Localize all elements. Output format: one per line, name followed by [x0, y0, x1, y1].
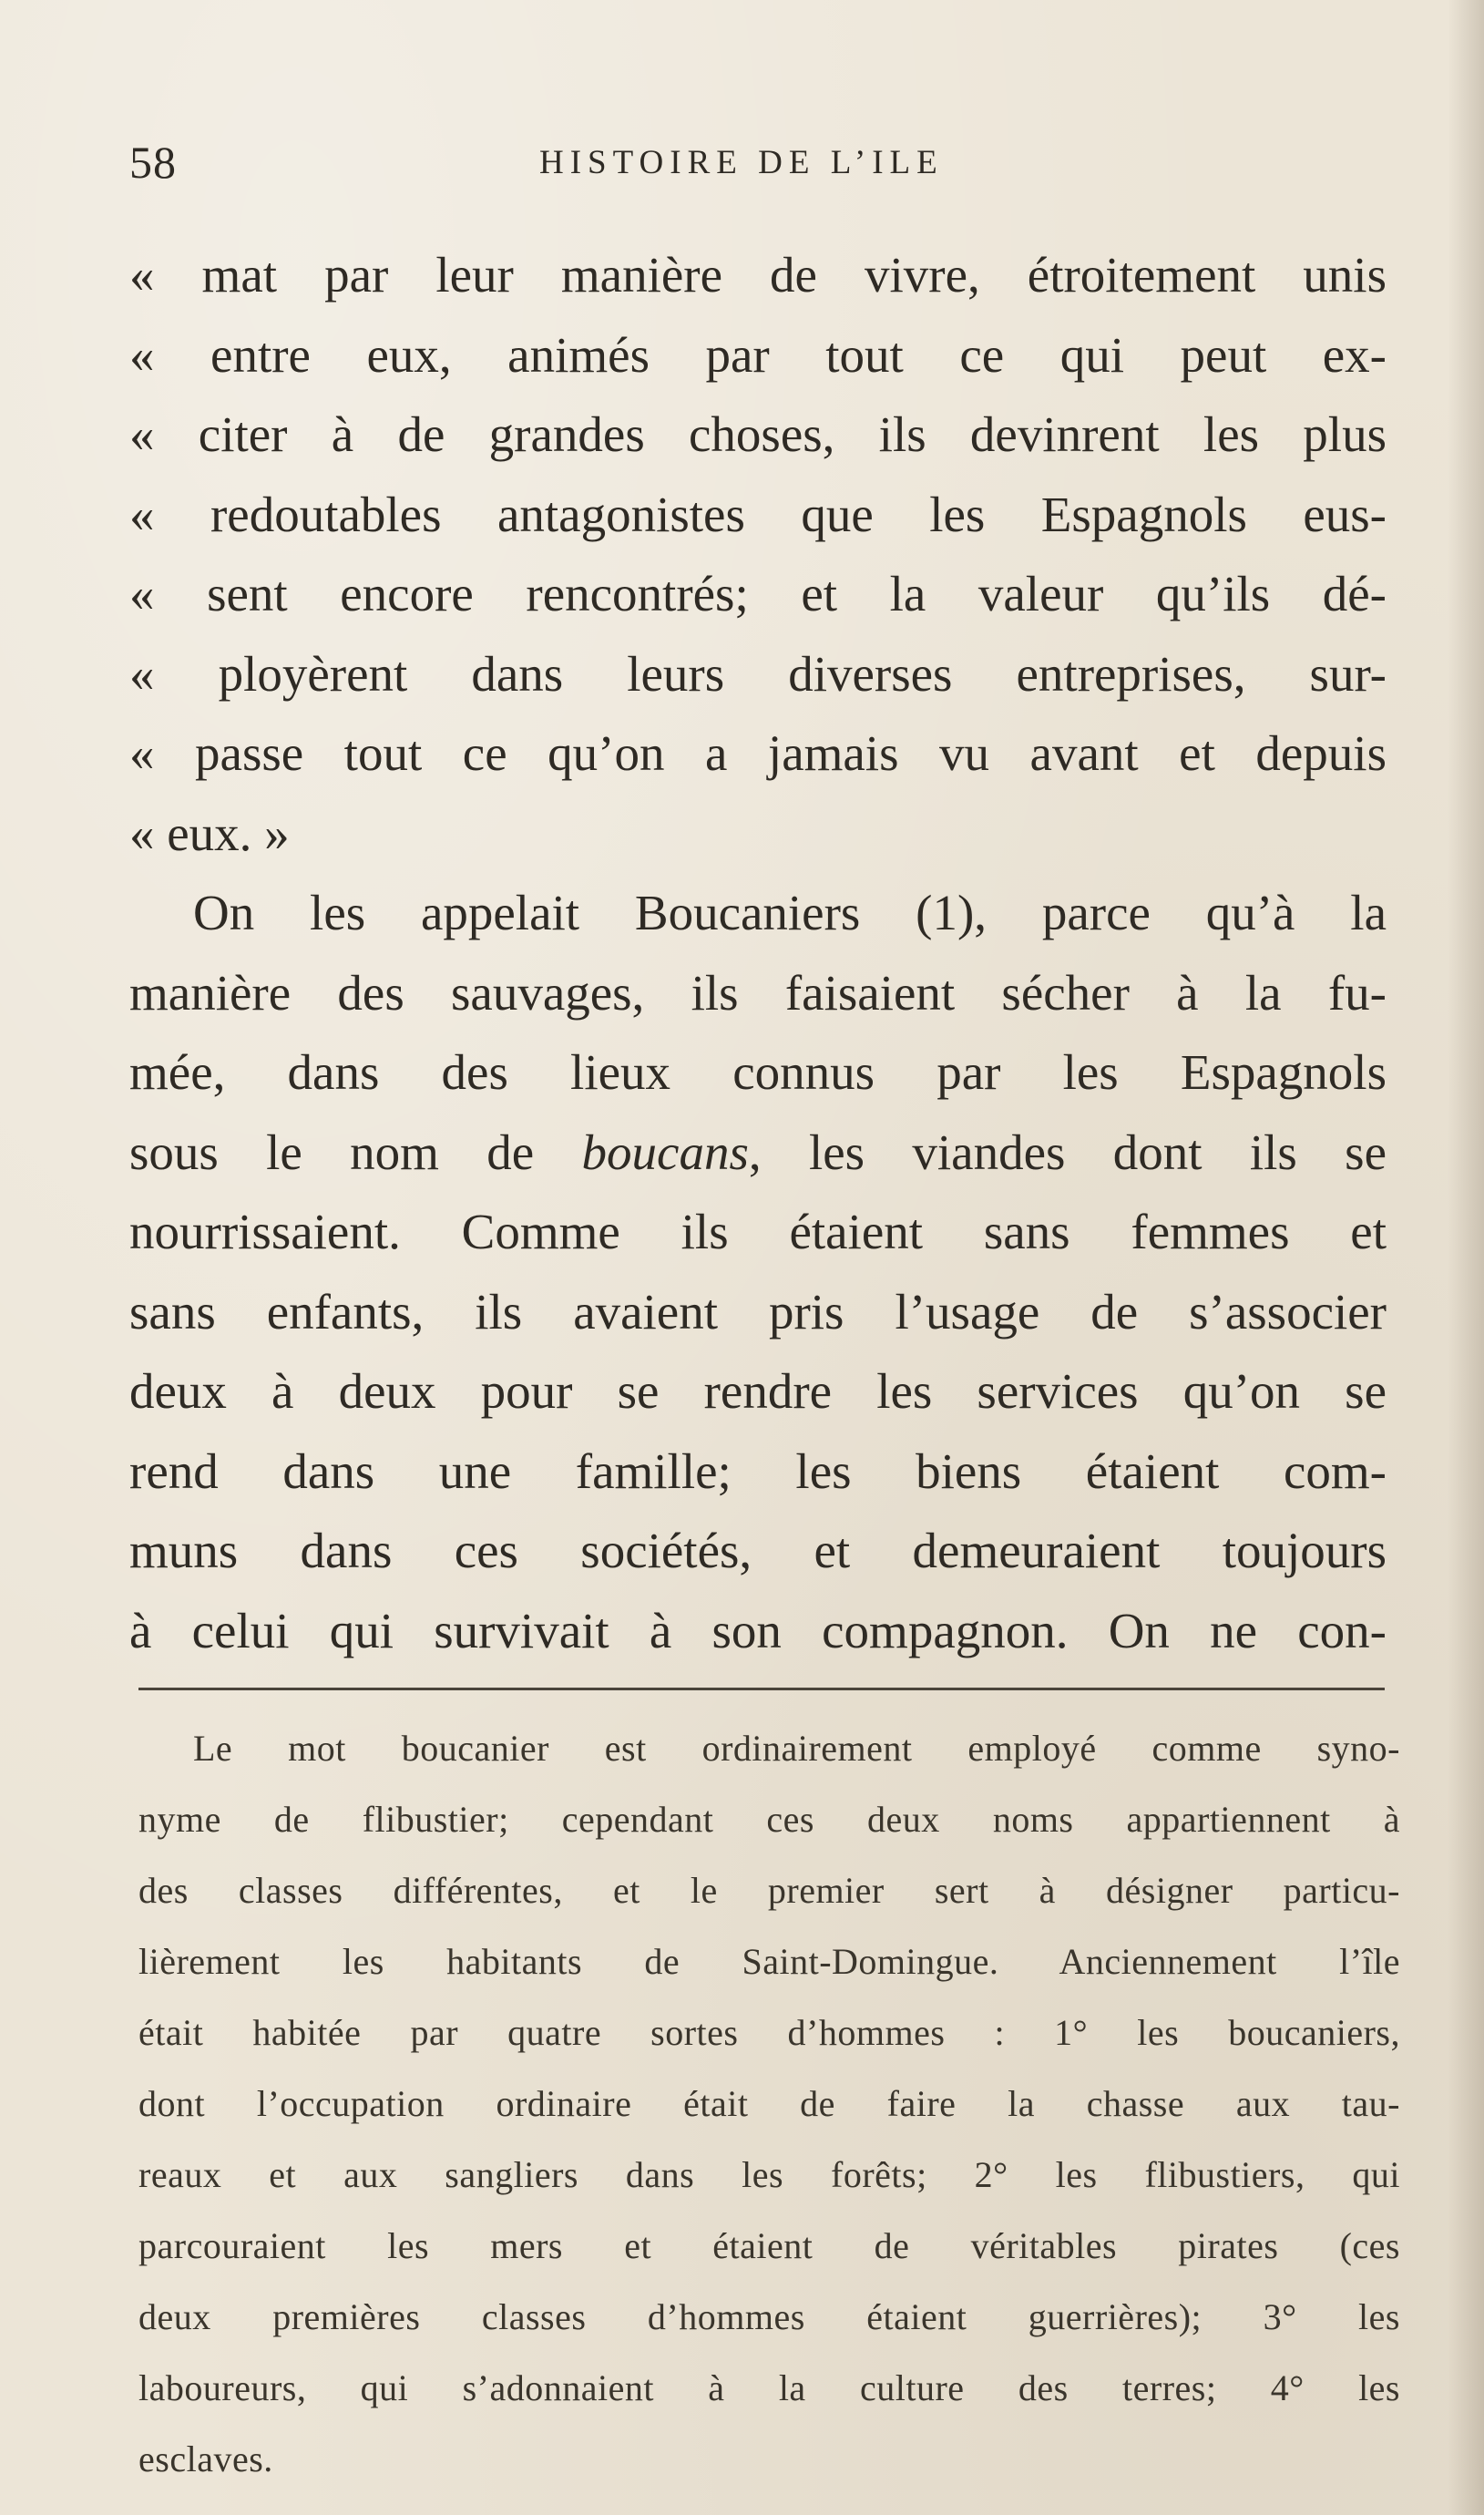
text-line: deux à deux pour se rendre les services qu’on se [129, 1363, 1387, 1419]
text-fragment: sous le nom de [129, 1124, 582, 1180]
text-line: « redoutables antagonistes que les Espagnols eus- [129, 486, 1387, 542]
text-line: « ployèrent dans leurs diverses entreprises, sur- [129, 645, 1387, 702]
text-line: à celui qui survivait à son compagnon. On ne con- [129, 1602, 1387, 1658]
main-text [129, 235, 1387, 1670]
footnote-line: esclaves. [138, 2438, 273, 2479]
text-line: rend dans une famille; les biens étaient com- [129, 1442, 1387, 1499]
footnote-line: des classes différentes, et le premier sert à désigner particu- [138, 1870, 1400, 1911]
text-line-with-italic [129, 1113, 1387, 1193]
text-line: mée, dans des lieux connus par les Espagnols [129, 1044, 1387, 1100]
text-line: sans enfants, ils avaient pris l’usage de s’associer [129, 1283, 1387, 1340]
page-edge-shadow [1448, 0, 1484, 2515]
text-line: manière des sauvages, ils faisaient sécher à la fu- [129, 964, 1387, 1021]
footnote-line: Le mot boucanier est ordinairement employé comme syno- [193, 1728, 1400, 1769]
text-fragment: , les viandes dont ils se [748, 1124, 1387, 1180]
text-line: « citer à de grandes choses, ils devinrent les plus [129, 406, 1387, 462]
footnote-line: laboureurs, qui s’adonnaient à la culture des terres; 4° les [138, 2367, 1400, 2408]
text-line: « mat par leur manière de vivre, étroitement unis [129, 247, 1387, 303]
text-line: « sent encore rencontrés; et la valeur qu’ils dé- [129, 566, 1387, 621]
text-line: « passe tout ce qu’on a jamais vu avant et depuis [129, 725, 1387, 781]
footnote-divider [138, 1688, 1385, 1690]
text-line: muns dans ces sociétés, et demeuraient toujours [129, 1523, 1387, 1578]
running-head: HISTOIRE DE L’ILE [539, 144, 944, 181]
footnote-line: lièrement les habitants de Saint-Domingue. Anciennement l’île [138, 1941, 1400, 1982]
footnote-line: était habitée par quatre sortes d’hommes : 1° les boucaniers, [138, 2012, 1400, 2053]
text-line: nourrissaient. Comme ils étaient sans femmes et [129, 1204, 1387, 1259]
footnote-line: dont l’occupation ordinaire était de faire la chasse aux tau- [138, 2083, 1400, 2124]
footnote-line: reaux et aux sangliers dans les forêts; 2° les flibustiers, qui [138, 2154, 1400, 2195]
page-header [129, 135, 1387, 190]
italic-word: boucans [581, 1124, 749, 1180]
footnote-line: nyme de flibustier; cependant ces deux noms appartiennent à [138, 1799, 1400, 1840]
paragraph-first-line: On les appelait Boucaniers (1), parce qu’à la [193, 885, 1387, 940]
page-number: 58 [129, 137, 177, 188]
footnote-line: parcouraient les mers et étaient de véritables pirates (ces [138, 2225, 1400, 2266]
footnote [138, 1713, 1400, 2495]
text-line: « eux. » [129, 805, 290, 861]
footnote-line: deux premières classes d’hommes étaient guerrières); 3° les [138, 2296, 1400, 2337]
text-line: « entre eux, animés par tout ce qui peut ex- [129, 326, 1387, 383]
